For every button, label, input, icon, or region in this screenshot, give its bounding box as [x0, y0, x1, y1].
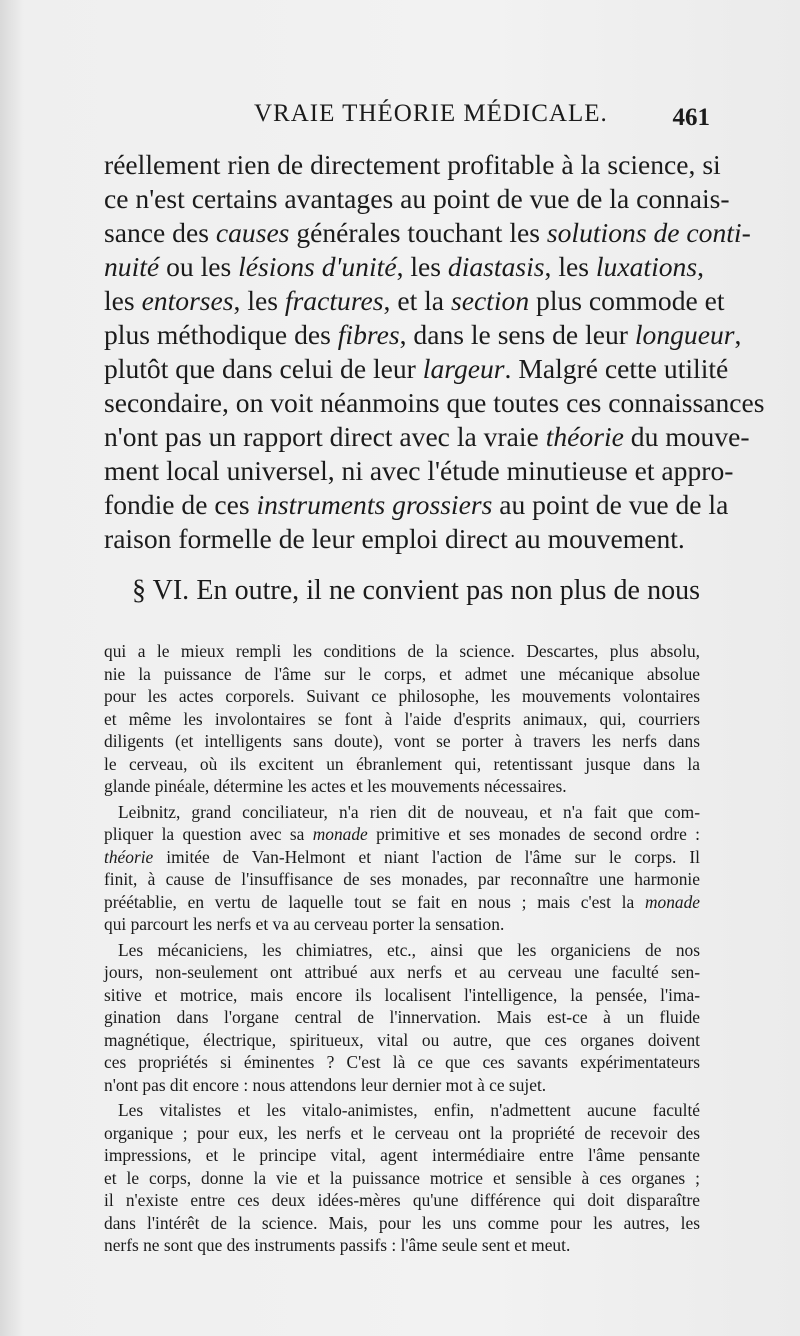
text-line: plutôt que dans celui de leur largeur. Malgré cette utilité: [104, 353, 729, 384]
footnote-paragraph-vitalistes: [104, 1099, 700, 1257]
running-title: VRAIE THÉORIE MÉDICALE.: [254, 100, 608, 127]
text-line: n'ont pas un rapport direct avec la vraie théorie du mouve-: [104, 421, 750, 452]
text-line: qui parcourt les nerfs et va au cerveau porter la sensation.: [104, 914, 505, 934]
text-line: magnétique, électrique, spiritueux, vital ou autre, que ces organes doivent: [104, 1029, 700, 1050]
text-line: pliquer la question avec sa monade primitive et ses monades de second ordre :: [104, 824, 700, 844]
text-line: les entorses, les fractures, et la section plus commode et: [104, 285, 725, 316]
text-line: qui a le mieux rempli les conditions de la science. Descartes, plus absolu,: [104, 641, 700, 661]
footnotes: [104, 640, 700, 1257]
section-text: En outre, il ne convient pas non plus de nous: [196, 575, 701, 606]
main-text: [104, 148, 765, 556]
text-line: secondaire, on voit néanmoins que toutes ces connaissances: [104, 387, 765, 418]
text-line: finit, à cause de l'insuffisance de ses monades, par reconnaître une harmonie: [104, 869, 700, 889]
text-line: dans l'intérêt de la science. Mais, pour les uns comme pour les autres, les: [104, 1212, 700, 1233]
text-line: impressions, et le principe vital, agent intermédiaire entre l'âme pensante: [104, 1145, 700, 1165]
text-line: Leibnitz, grand conciliateur, n'a rien dit de nouveau, et n'a fait que com-: [118, 801, 700, 822]
text-line: le cerveau, où ils excitent un ébranlement qui, retentissant jusque dans la: [104, 753, 700, 774]
text-line: n'ont pas dit encore : nous attendons leur dernier mot à ce sujet.: [104, 1074, 547, 1095]
text-line: plus méthodique des fibres, dans le sens de leur longueur,: [104, 319, 742, 350]
page-number: 461: [672, 104, 710, 131]
text-line: fondie de ces instruments grossiers au point de vue de la: [104, 489, 729, 520]
text-line: Les vitalistes et les vitalo-animistes, enfin, n'admettent aucune faculté: [118, 1100, 700, 1120]
text-line: et le corps, donne la vie et la puissance motrice et sensible à ces organes ;: [104, 1167, 700, 1188]
page-header: [104, 100, 710, 136]
text-line: diligents (et intelligents sans doute), vont se porter à travers les nerfs dans: [104, 731, 700, 751]
text-line: ces propriétés si éminentes ? C'est là ce que ces savants expérimentateurs: [104, 1052, 700, 1072]
text-line: sitive et motrice, mais encore ils localisent l'intelligence, la pensée, l'ima-: [104, 984, 700, 1005]
section-mark: § VI.: [132, 575, 190, 606]
text-line: théorie imitée de Van-Helmont et niant l'action de l'âme sur le corps. Il: [104, 846, 700, 867]
text-line: préétablie, en vertu de laquelle tout se fait en nous ; mais c'est la monade: [104, 891, 700, 912]
text-line: réellement rien de directement profitable à la science, si: [104, 149, 721, 180]
text-line: glande pinéale, détermine les actes et les mouvements nécessaires.: [104, 776, 567, 796]
text-line: ce n'est certains avantages au point de vue de la connais-: [104, 183, 730, 214]
footnote-paragraph-leibnitz: [104, 801, 700, 936]
text-line: sance des causes générales touchant les solutions de conti-: [104, 217, 751, 248]
text-line: jours, non-seulement ont attribué aux nerfs et au cerveau une faculté sen-: [104, 962, 700, 982]
text-line: raison formelle de leur emploi direct au mouvement.: [104, 523, 685, 554]
footnote-paragraph-mecaniciens: [104, 939, 700, 1097]
text-line: pour les actes corporels. Suivant ce philosophe, les mouvements volontaires: [104, 686, 700, 706]
text-line: Les mécaniciens, les chimiatres, etc., ainsi que les organiciens de nos: [118, 939, 700, 960]
text-line: ment local universel, ni avec l'étude minutieuse et appro-: [104, 455, 734, 486]
text-line: nuité ou les lésions d'unité, les diastasis, les luxations,: [104, 251, 704, 282]
section-heading-line: [104, 574, 700, 608]
text-line: gination dans l'organe central de l'innervation. Mais est-ce à un fluide: [104, 1007, 700, 1027]
text-line: il n'existe entre ces deux idées-mères qu'une différence qui doit disparaître: [104, 1190, 700, 1210]
text-line: nie la puissance de l'âme sur le corps, et admet une mécanique absolue: [104, 663, 700, 684]
main-paragraph: [104, 148, 765, 556]
text-line: et même les involontaires se font à l'aide d'esprits animaux, qui, courriers: [104, 708, 700, 729]
text-line: nerfs ne sont que des instruments passifs : l'âme seule sent et meut.: [104, 1235, 571, 1255]
footnote-paragraph-descartes: [104, 640, 700, 798]
text-line: organique ; pour eux, les nerfs et le cerveau ont la propriété de recevoir des: [104, 1122, 700, 1143]
